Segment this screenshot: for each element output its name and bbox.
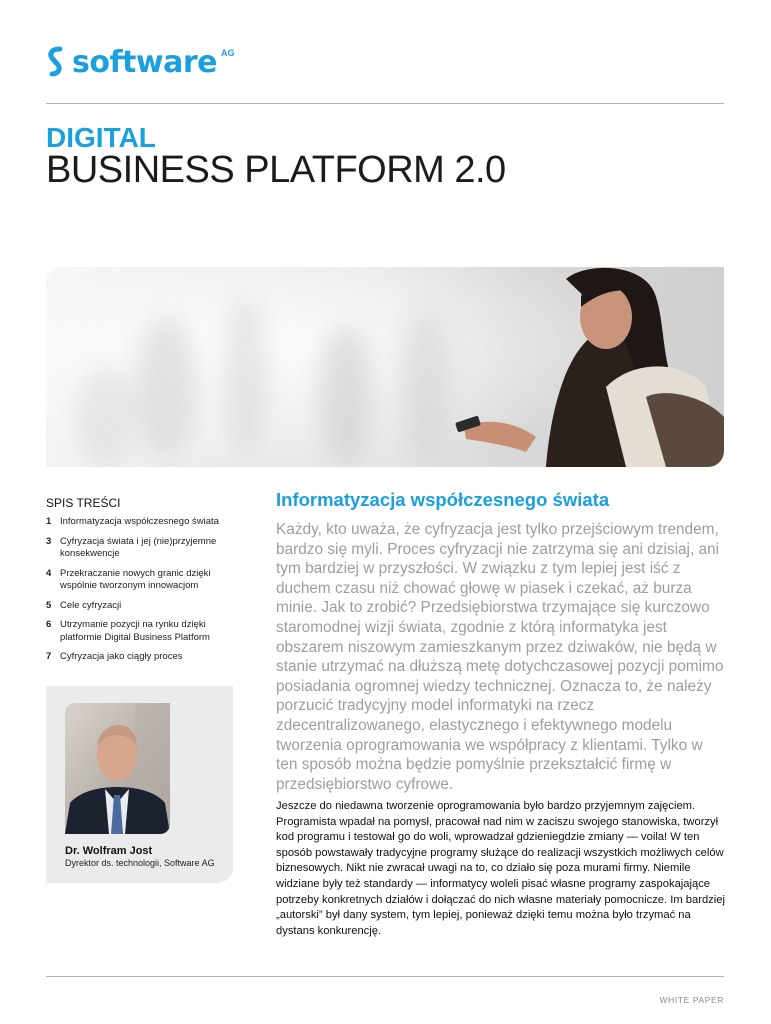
lead-paragraph: Każdy, kto uważa, że cyfryzacja jest tylko przejściowym trendem, bardzo się myli. Proces cyfryzacji nie zatrzyma się ani dzisiaj, ani tym bardziej w przyszłości. W związku z tym lepiej jest iść z duchem czasu niż chować głowę w piasek i czekać, aż burza minie. Jak to zrobić? Przedsiębiorstwa trzymające się kurczowo staromodnej wizji świata, zgodnie z którą informatyka jest obszarem niszowym zamieszkanym przez dziwaków, nie będą w stanie utrzymać na dłuższą metę dotychczasowej pozycji pomimo posiadania ogromnej wiedzy technicznej. Oznacza to, że należy porzucić tradycyjny model informatyki na rzecz zdecentralizowanego, elastycznego i efektywnego modelu tworzenia oprogramowania we współpracy z klientami. Tylko w ten sposób można będzie pomyślnie przekształcić firmę w przedsiębiorstwo cyfrowe. bbox=[276, 521, 724, 793]
toc-item[interactable] bbox=[46, 619, 236, 644]
author-role: Dyrektor ds. technologii, Software AG bbox=[65, 858, 215, 868]
document-type-label: WHITE PAPER bbox=[659, 995, 724, 1005]
toc-heading: SPIS TREŚCI bbox=[46, 496, 121, 510]
toc-item-label: Informatyzacja współczesnego świata bbox=[60, 516, 219, 527]
toc-page-number: 3 bbox=[46, 535, 52, 547]
toc-item[interactable] bbox=[46, 536, 236, 561]
logo-wordmark: software bbox=[72, 45, 217, 80]
title-kicker: DIGITAL bbox=[46, 122, 156, 153]
hero-illustration bbox=[46, 267, 724, 467]
section-heading: Informatyzacja współczesnego świata bbox=[276, 489, 610, 510]
toc-item[interactable] bbox=[46, 568, 236, 593]
logo-suffix: AG bbox=[220, 48, 235, 58]
software-ag-logo bbox=[46, 44, 234, 78]
author-photo bbox=[65, 703, 170, 834]
hero-image bbox=[46, 267, 724, 467]
toc-item-label: Cele cyfryzacji bbox=[60, 599, 122, 611]
author-name: Dr. Wolfram Jost bbox=[65, 845, 153, 857]
toc-page-number: 4 bbox=[46, 567, 52, 579]
table-of-contents bbox=[46, 516, 236, 671]
toc-item[interactable] bbox=[46, 651, 236, 664]
toc-page-number: 1 bbox=[46, 516, 52, 527]
toc-item-label: Cyfryzacja świata i jej (nie)przyjemne konsekwencje bbox=[60, 535, 217, 559]
page-title: BUSINESS PLATFORM 2.0 bbox=[46, 149, 506, 191]
footer-divider bbox=[46, 976, 724, 977]
toc-page-number: 6 bbox=[46, 619, 52, 630]
toc-item[interactable] bbox=[46, 516, 236, 529]
toc-item-label: Przekraczanie nowych granic dzięki wspólnie tworzonym innowacjom bbox=[60, 567, 211, 591]
toc-item-label: Utrzymanie pozycji na rynku dzięki platformie Digital Business Platform bbox=[60, 619, 210, 643]
toc-item-label: Cyfryzacja jako ciągły proces bbox=[60, 651, 183, 662]
toc-page-number: 5 bbox=[46, 599, 52, 611]
toc-page-number: 7 bbox=[46, 651, 52, 662]
body-paragraph: Jeszcze do niedawna tworzenie oprogramowania było bardzo przyjemnym zajęciem. Programista wpadał na pomysł, pracował nad nim w zaciszu swojego stanowiska, tworzył kod programu i testował go do woli, wprowadzał gdzieniegdzie zmiany — voila! W ten sposób powstawały tradycyjne programy służące do realizacji wszystkich możliwych celów biznesowych. Nikt nie zwracał uwagi na to, co działo się poza murami firmy. Niemile widziane były też standardy — informatycy woleli pisać własne programy zaspokajające potrzeby konkretnych działów i dołączać do nich własne materiały pomocnicze. Im bardziej „autorski” był dany system, tym lepiej, ponieważ dzięki temu można było trzymać na dystans konkurencję. bbox=[276, 800, 725, 937]
author-portrait bbox=[65, 703, 170, 834]
toc-item[interactable] bbox=[46, 600, 236, 613]
header-divider bbox=[46, 103, 724, 104]
software-s-icon bbox=[46, 46, 66, 78]
